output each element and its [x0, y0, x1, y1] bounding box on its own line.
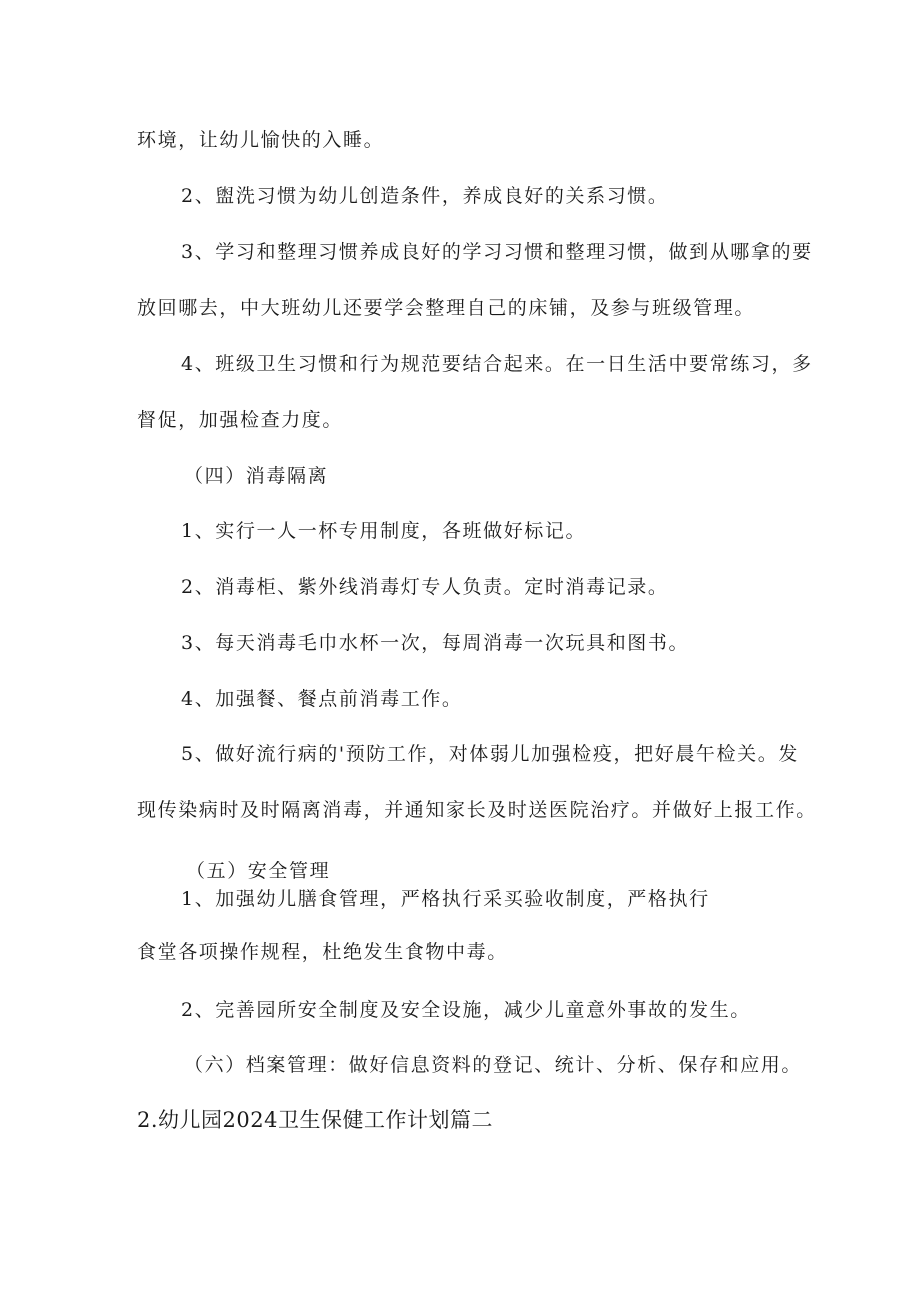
article-heading: 2.幼儿园2024卫生保健工作计划篇二	[137, 1108, 493, 1132]
paragraph-line: 4、班级卫生习惯和行为规范要结合起来。在一日生活中要常练习，多	[181, 353, 813, 375]
paragraph-line: 4、加强餐、餐点前消毒工作。	[181, 688, 463, 710]
section-heading: （六）档案管理：做好信息资料的登记、统计、分析、保存和应用。	[184, 1054, 803, 1076]
paragraph-line: 2、消毒柜、紫外线消毒灯专人负责。定时消毒记录。	[181, 576, 669, 598]
section-heading: （四）消毒隔离	[184, 465, 329, 487]
paragraph-line: 1、加强幼儿膳食管理，严格执行采买验收制度，严格执行	[181, 888, 710, 910]
paragraph-line: 5、做好流行病的'预防工作，对体弱儿加强检疫，把好晨午检关。发	[181, 743, 799, 765]
paragraph-line: 1、实行一人一杯专用制度，各班做好标记。	[181, 520, 587, 542]
paragraph-line: 2、完善园所安全制度及安全设施，减少儿童意外事故的发生。	[181, 999, 751, 1021]
paragraph-line: 督促，加强检查力度。	[137, 409, 344, 431]
paragraph-line: 食堂各项操作规程，杜绝发生食物中毒。	[137, 941, 508, 963]
paragraph-line: 3、每天消毒毛巾水杯一次，每周消毒一次玩具和图书。	[181, 632, 690, 654]
paragraph-line: 放回哪去，中大班幼儿还要学会整理自己的床铺，及参与班级管理。	[137, 297, 756, 319]
paragraph-line: 现传染病时及时隔离消毒，并通知家长及时送医院治疗。并做好上报工作。	[137, 799, 817, 821]
paragraph-line: 环境，让幼儿愉快的入睡。	[137, 129, 385, 151]
paragraph-line: 3、学习和整理习惯养成良好的学习习惯和整理习惯，做到从哪拿的要	[181, 241, 813, 263]
section-heading: （五）安全管理	[186, 860, 331, 882]
paragraph-line: 2、盥洗习惯为幼儿创造条件，养成良好的关系习惯。	[181, 185, 669, 207]
